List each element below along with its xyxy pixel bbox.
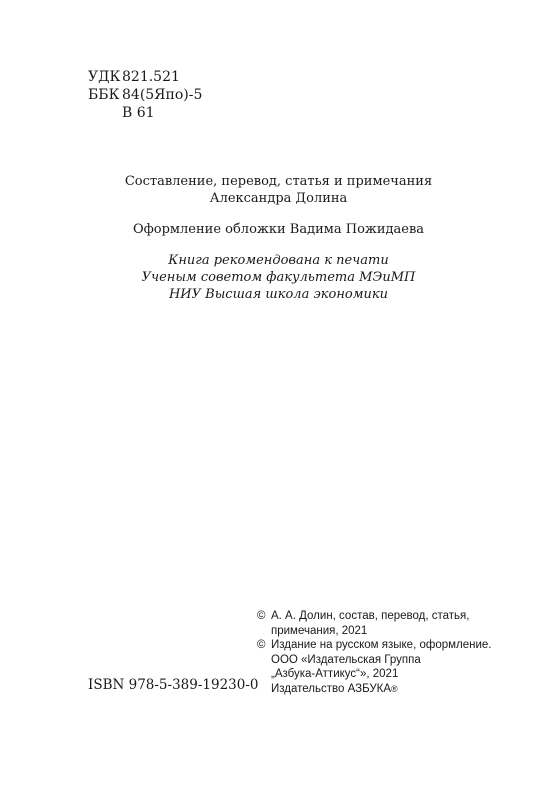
copyright-icon: © [257,639,266,651]
classification-block [88,68,202,122]
author-mark-row [88,104,202,122]
copyright-text: Издание на русском языке, оформление. [271,639,492,651]
copyright-text: А. А. Долин, состав, перевод, статья, [271,610,470,622]
publisher-name: Издательство АЗБУКА [271,682,392,695]
copyright-icon: © [257,610,266,622]
udk-row [88,68,202,86]
copyright-item [257,609,491,624]
registered-trademark-icon: ® [391,683,398,694]
copyright-item [257,638,491,653]
recommendation-line: Ученым советом факультета МЭиМП [141,270,416,285]
author-mark: В 61 [122,105,155,121]
bbk-row [88,86,202,104]
recommendation-line: Книга рекомендована к печати [168,253,389,268]
copyright-text: примечания, 2021 [271,624,368,637]
copyright-text: ООО «Издательская Группа [271,653,421,666]
publisher-line [257,682,491,697]
copyright-block [257,609,491,696]
cover-design-credit: Оформление обложки Вадима Пожидаева [132,222,425,237]
compilation-line: Составление, перевод, статья и примечания [124,174,433,189]
copyright-text: „Азбука-Аттикус“», 2021 [271,668,399,680]
recommendation-line: НИУ Высшая школа экономики [168,287,389,302]
bbk-value: 84(5Япо)-5 [122,87,203,103]
compiler-name: Александра Долина [209,191,348,206]
isbn: ISBN 978-5-389-19230-0 [88,677,259,693]
udk-label: УДК [88,69,121,85]
bbk-label: ББК [88,87,120,103]
credits-block [0,173,557,303]
udk-value: 821.521 [122,69,180,85]
